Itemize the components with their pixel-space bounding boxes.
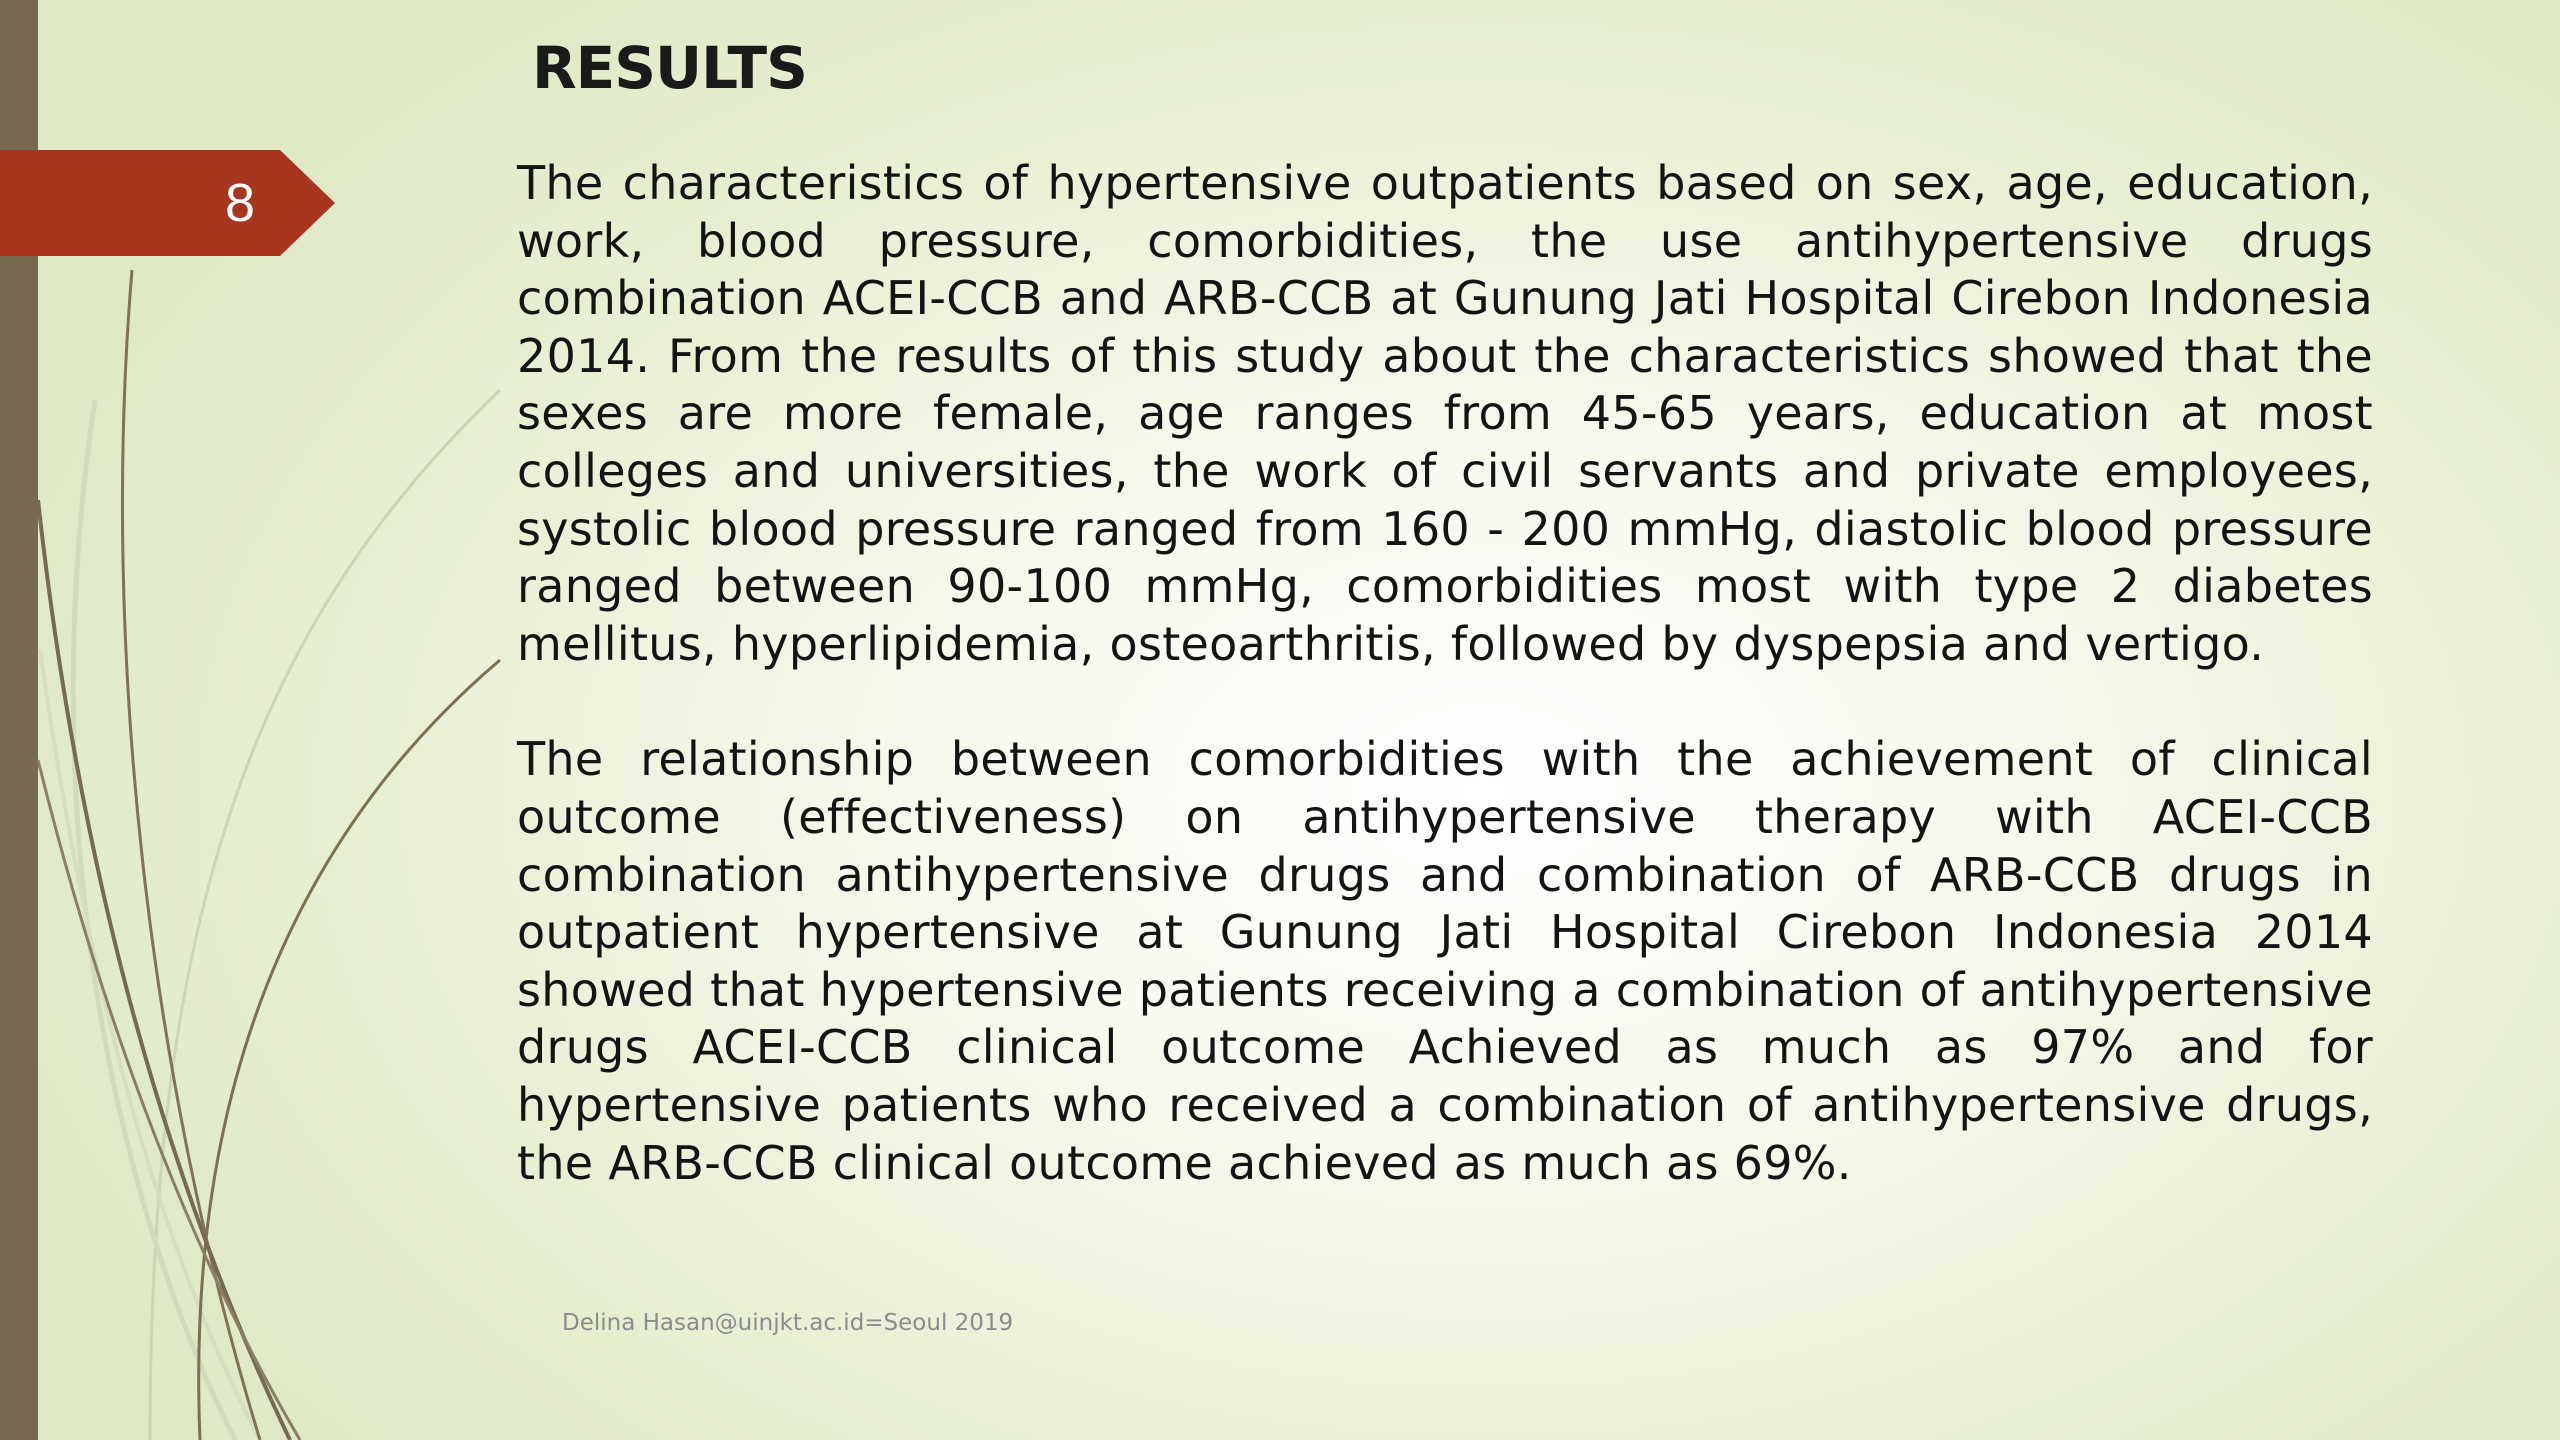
slide-number: 8: [224, 173, 256, 233]
deco-curve-dark-2: [122, 270, 260, 1440]
slide-title: RESULTS: [532, 34, 807, 102]
paragraph-characteristics: The characteristics of hypertensive outpatients based on sex, age, education, work, blood pressure, comorbidities, the use antihypertensive drugs combination ACEI-CCB and ARB-CCB at Gunung Jati Hospital Cirebon Indonesia 2014. From the results of this study about the characteristics showed that the sexes are more female, age ranges from 45-65 years, education at most colleges and universities, the work of civil servants and private employees, systolic blood pressure ranged from 160 - 200 mmHg, diastolic blood pressure ranged between 90-100 mmHg, comorbidities most with type 2 diabetes mellitus, hyperlipidemia, osteoarthritis, followed by dyspepsia and vertigo.: [517, 156, 2373, 671]
body-text: [517, 155, 2373, 1250]
footer-text: Delina Hasan@uinjkt.ac.id=Seoul 2019: [562, 1310, 1014, 1336]
paragraph-relationship: The relationship between comorbidities with the achievement of clinical outcome (effectiveness) on antihypertensive therapy with ACEI-CCB combination antihypertensive drugs and combination of ARB-CCB drugs in outpatient hypertensive at Gunung Jati Hospital Cirebon Indonesia 2014 showed that hypertensive patients receiving a combination of antihypertensive drugs ACEI-CCB clinical outcome Achieved as much as 97% and for hypertensive patients who received a combination of antihypertensive drugs, the ARB-CCB clinical outcome achieved as much as 69%.: [517, 732, 2373, 1190]
